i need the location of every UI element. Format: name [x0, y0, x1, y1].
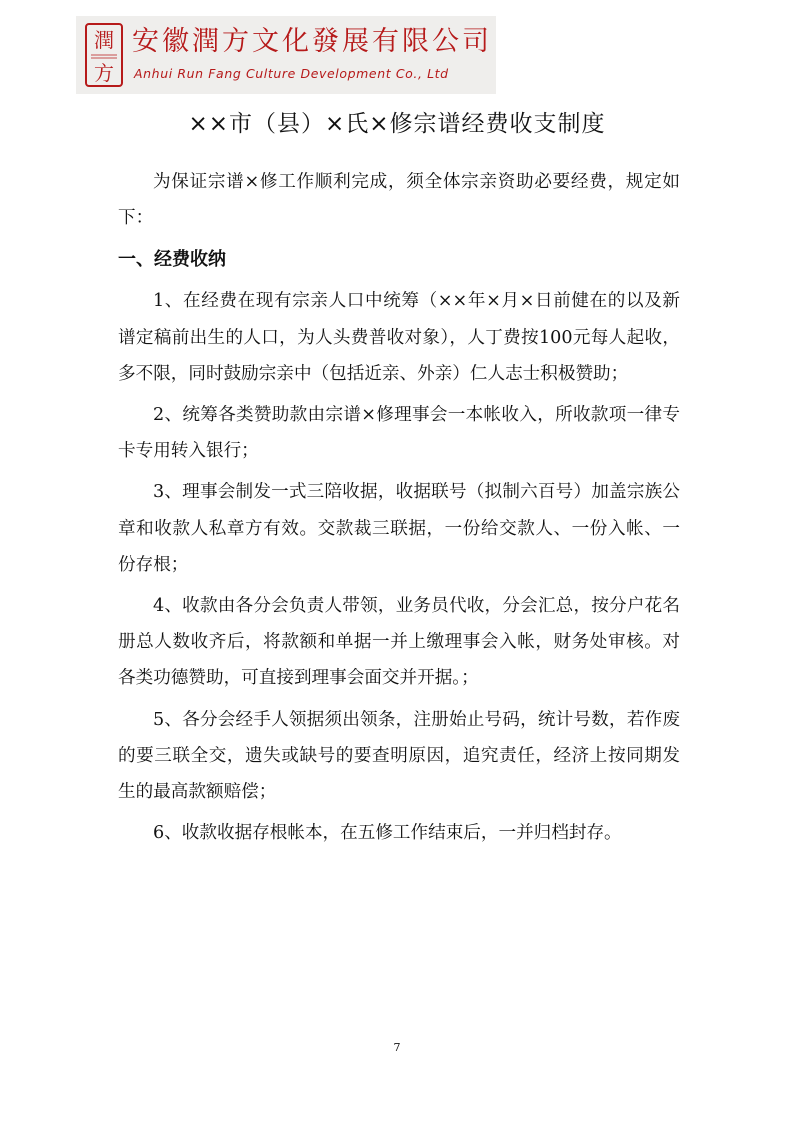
list-item: 2、统筹各类赞助款由宗谱×修理事会一本帐收入，所收款项一律专卡专用转入银行； — [118, 405, 680, 462]
list-item: 3、理事会制发一式三陪收据，收据联号（拟制六百号）加盖宗族公章和收款人私章方有效。交款裁三联据，一份给交款人、一份入帐、一份存根； — [118, 482, 680, 575]
document-body — [118, 164, 680, 851]
company-name-en: Anhui Run Fang Culture Development Co., Ltd — [134, 66, 449, 81]
section-heading: 一、经费收纳 — [118, 249, 226, 271]
company-name-cn: 安徽潤方文化發展有限公司 — [132, 26, 492, 57]
letterhead — [76, 16, 496, 94]
list-item: 6、收款收据存根帐本，在五修工作结束后，一并归档封存。 — [153, 823, 622, 844]
document-title: ××市（县）×氏×修宗谱经费收支制度 — [188, 111, 606, 137]
list-item: 1、在经费在现有宗亲人口中统筹（××年×月×日前健在的以及新谱定稿前出生的人口，为人头费普收对象），人丁费按100元每人起收，多不限，同时鼓励宗亲中（包括近亲、外亲）仁人志士积极赞助； — [118, 291, 680, 384]
page-number: 7 — [393, 1041, 401, 1054]
seal-char-bottom: 方 — [94, 61, 114, 85]
list-item: 5、各分会经手人领据须出领条，注册始止号码，统计号数，若作废的要三联全交，遗失或缺号的要查明原因，追究责任，经济上按同期发生的最高款额赔偿； — [118, 709, 680, 803]
list-item: 4、收款由各分会负责人带领，业务员代收，分会汇总，按分户花名册总人数收齐后，将款额和单据一并上缴理事会入帐，财务处审核。对各类功德赞助，可直接到理事会面交并开据。； — [118, 596, 680, 689]
company-seal-logo — [84, 22, 124, 88]
intro-paragraph: 为保证宗谱×修工作顺利完成，须全体宗亲资助必要经费，规定如下： — [118, 172, 680, 229]
seal-char-top: 潤 — [94, 28, 114, 52]
